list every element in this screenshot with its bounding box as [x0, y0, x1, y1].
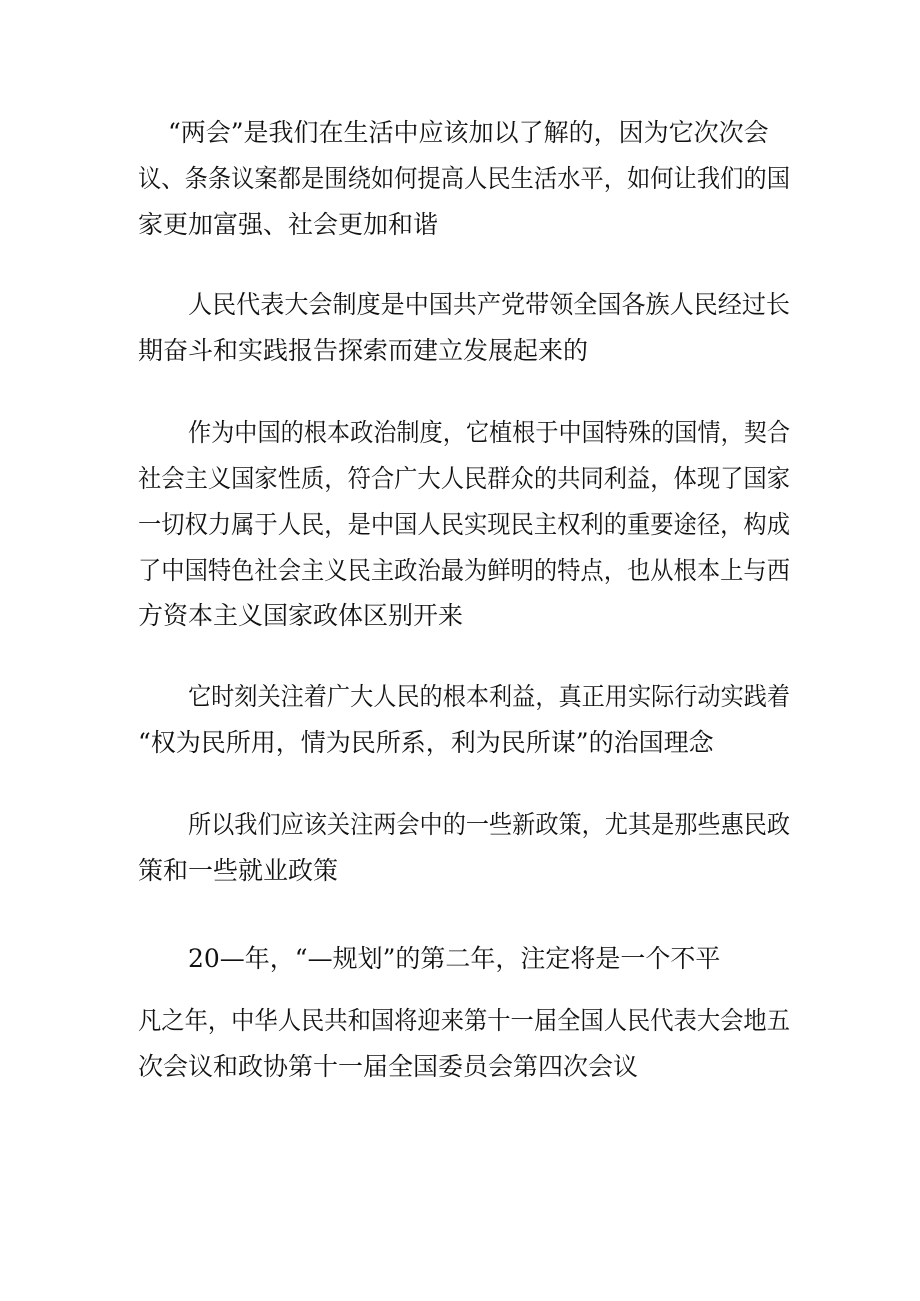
paragraph-line: 作为中国的根本政治制度，它植根于中国特殊的国情，契合 [188, 418, 791, 447]
paragraph-line: 20—年，“—规划”的第二年，注定将是一个不平 [188, 944, 721, 973]
paragraph-line: 凡之年，中华人民共和国将迎来第十一届全国人民代表大会地五 [138, 1006, 790, 1035]
paragraph-line: 期奋斗和实践报告探索而建立发展起来的 [138, 336, 589, 365]
paragraph-line: 它时刻关注着广大人民的根本利益，真正用实际行动实践着 [188, 682, 791, 711]
paragraph-line: 所以我们应该关注两会中的一些新政策，尤其是那些惠民政 [188, 810, 791, 839]
paragraph-line: 人民代表大会制度是中国共产党带领全国各族人民经过长 [188, 290, 791, 319]
paragraph-line: 方资本主义国家政体区别开来 [138, 601, 464, 630]
paragraph-line: 一切权力属于人民，是中国人民实现民主权利的重要途径，构成 [138, 510, 790, 539]
paragraph-line: 议、条条议案都是围绕如何提高人民生活水平，如何让我们的国 [138, 164, 790, 193]
paragraph-line: 家更加富强、社会更加和谐 [138, 210, 439, 239]
paragraph-line: “权为民所用，情为民所系，利为民所谋”的治国理念 [138, 728, 714, 757]
paragraph-line: 了中国特色社会主义民主政治最为鲜明的特点，也从根本上与西 [138, 556, 790, 585]
paragraph-line: 策和一些就业政策 [138, 856, 339, 885]
paragraph-line: “两会”是我们在生活中应该加以了解的，因为它次次会 [168, 118, 769, 147]
paragraph-line: 次会议和政协第十一届全国委员会第四次会议 [138, 1052, 639, 1081]
paragraph-line: 社会主义国家性质，符合广大人民群众的共同利益，体现了国家 [138, 464, 790, 493]
